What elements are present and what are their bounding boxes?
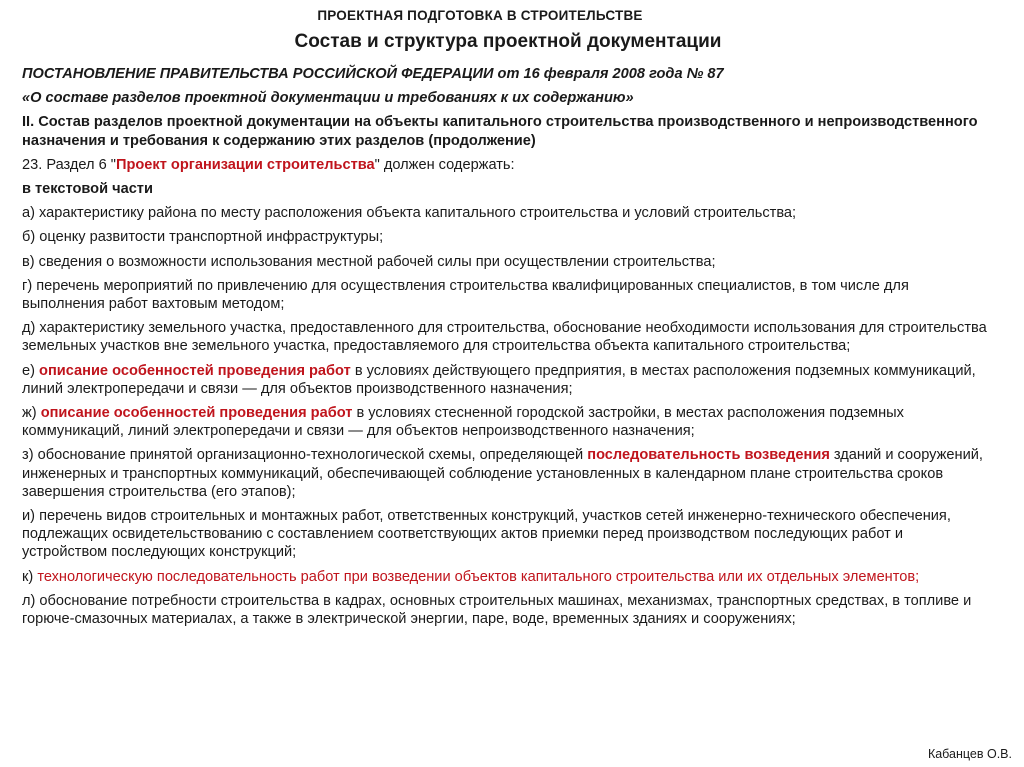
subheading: в текстовой части bbox=[22, 181, 153, 198]
item-23-highlight: Проект организации строительства bbox=[115, 156, 375, 173]
list-item-l: л) обоснование потребности строительства в кадрах, основных строительных машинах, механизмах, транспортных средствах, в топливе и горюче-смазочных материалах, а также в электрической энергии, паре, воде, временных зданиях и сооружениях; bbox=[22, 592, 972, 628]
list-item-zh-suffix: в условиях стесненной городской застройки, в местах расположения подземных коммуникаций, линий электропередачи и связи — для объектов непроизводственного назначения; bbox=[22, 405, 904, 440]
list-item-e-highlight: описание особенностей проведения работ bbox=[39, 362, 351, 379]
list-item-a: а) характеристику района по месту расположения объекта капитального строительства и условий строительства; bbox=[22, 205, 797, 222]
decree-subtitle: «О составе разделов проектной документации и требованиях к их содержанию» bbox=[22, 90, 634, 107]
list-item-z-highlight: последовательность возведения bbox=[587, 447, 830, 464]
list-item-e-prefix: е) bbox=[22, 362, 40, 379]
list-item-z-prefix: з) обоснование принятой организационно-технологической схемы, определяющей bbox=[22, 447, 588, 464]
list-item-zh-prefix: ж) bbox=[22, 405, 41, 422]
section-heading: II. Состав разделов проектной документации на объекты капитального строительства производственного и непроизводственного назначения и требования к содержанию этих разделов (продолжение) bbox=[22, 114, 978, 149]
list-item-k-prefix: к) bbox=[22, 568, 38, 585]
list-item-e bbox=[22, 362, 992, 398]
list-item-b: б) оценку развитости транспортной инфраструктуры; bbox=[22, 229, 384, 246]
list-item-d: д) характеристику земельного участка, предоставленного для строительства, обоснование необходимости использования для строительства земельных участков вне земельного участка, предоставляемого для строительства объекта капитального строительства; bbox=[22, 320, 987, 355]
item-23 bbox=[22, 156, 992, 174]
author-name: Кабанцев О.В. bbox=[927, 747, 1012, 761]
item-23-prefix: 23. Раздел 6 " bbox=[22, 156, 116, 173]
list-item-k-highlight: технологическую последовательность работ при возведении объектов капитального строительства или их отдельных элементов; bbox=[37, 568, 920, 585]
list-item-g: г) перечень мероприятий по привлечению для осуществления строительства квалифицированных специалистов, в том числе для выполнения работ вахтовым методом; bbox=[22, 277, 909, 313]
list-item-z-suffix: зданий и сооружений, инженерных и транспортных коммуникаций, обеспечивающей соблюдение установленных в календарном плане строительства сроков завершения строительства (его этапов); bbox=[22, 447, 983, 500]
list-item-zh-highlight: описание особенностей проведения работ bbox=[40, 405, 353, 422]
list-item-v: в) сведения о возможности использования местной рабочей силы при осуществлении строительства; bbox=[22, 253, 716, 270]
decree-title: ПОСТАНОВЛЕНИЕ ПРАВИТЕЛЬСТВА РОССИЙСКОЙ ФЕДЕРАЦИИ от 16 февраля 2008 года № 87 bbox=[22, 66, 724, 82]
list-item-z bbox=[22, 446, 992, 501]
list-item-k bbox=[22, 568, 992, 586]
slide-supertitle: ПРОЕКТНАЯ ПОДГОТОВКА В СТРОИТЕЛЬСТВЕ bbox=[317, 8, 643, 23]
list-item-e-suffix: в условиях действующего предприятия, в местах расположения подземных коммуникаций, линий электропередачи и связи — для объектов производственного назначения; bbox=[22, 362, 976, 397]
item-23-suffix: " должен содержать: bbox=[374, 156, 515, 173]
document-body bbox=[22, 65, 992, 634]
list-item-i: и) перечень видов строительных и монтажных работ, ответственных конструкций, участков сетей инженерно-технического обеспечения, подлежащих освидетельствованию с составлением соответствующих актов приемки перед производством последующих работ и устройством последующих конструкций; bbox=[22, 508, 951, 561]
slide-title: Состав и структура проектной документации bbox=[294, 31, 722, 52]
list-item-zh bbox=[22, 404, 992, 440]
